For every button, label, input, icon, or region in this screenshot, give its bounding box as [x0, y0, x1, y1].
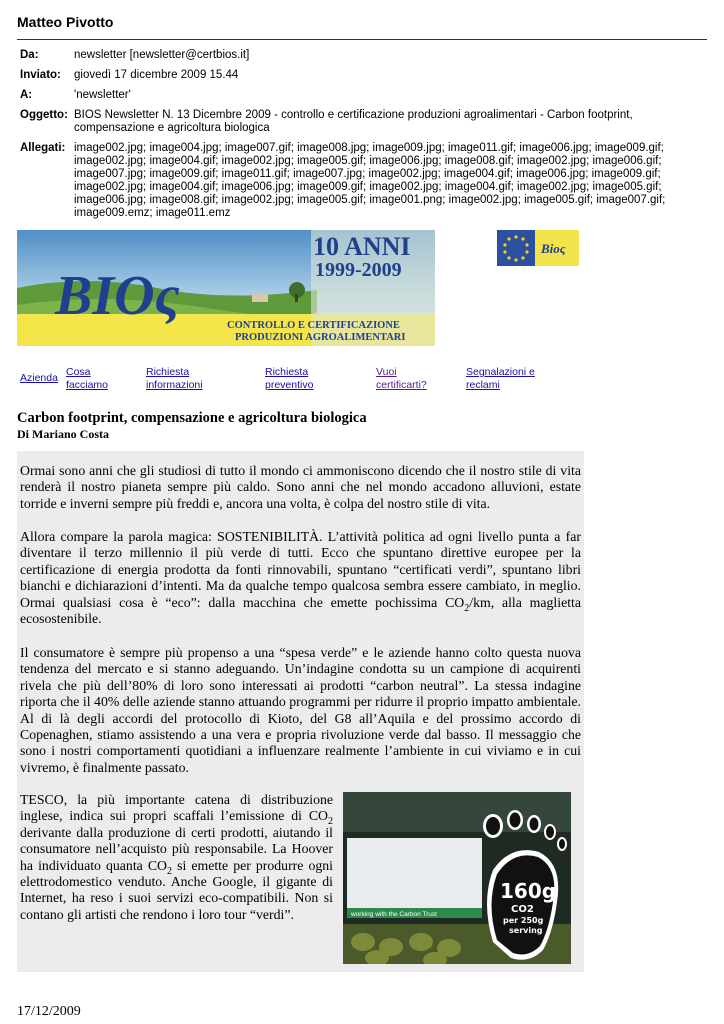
banner-graphic: [17, 230, 435, 346]
carbon-label-photo: [343, 792, 571, 964]
nav-cosa-line2: facciamo: [66, 379, 109, 391]
footprint-photo-graphic: [343, 792, 571, 964]
to-label: A:: [20, 89, 33, 101]
banner-years-range: 1999-2009: [315, 259, 402, 281]
article-title: Carbon footprint, compensazione e agricoltura biologica: [17, 410, 367, 426]
article-paragraph-1: Ormai sono anni che gli studiosi di tutto il mondo ci ammoniscono dicendo che il nostro stile di vita renderà il nostro pianeta sempre più caldo. Sono anni che nel mondo accadono alluvioni, estate torride e inverni sempre più freddi e, ancora una volta, è colpa del nostro stile di vita.: [20, 463, 581, 511]
to-value: 'newsletter': [74, 89, 131, 101]
p2-subscript: 2: [464, 602, 470, 614]
p2-text-a: Allora compare la parola magica: SOSTENIBILITÀ. L’attività politica ad ogni livello punta a far diventare il terzo millennio il più verde di tutti. Ecco che spuntano direttive europee per la certificazione di energia prodotta da fonti rinnovabili, spuntano “certificati verdi”, spuntano libri bianchi e dichiarazioni d’intenti. Ma da qualche tempo qualcosa sembra essere cambiato, in meglio. Ormai qualsiasi cosa è “eco”: dalla macchina che emette pochissima CO: [20, 529, 581, 610]
from-label: Da:: [20, 49, 39, 61]
nav-segnalazioni-line1: Segnalazioni e: [466, 366, 535, 378]
footprint-per-line2: serving: [509, 926, 543, 935]
attachments-value[interactable]: image002.jpg; image004.jpg; image007.gif; image008.jpg; image009.jpg; image011.gif; image006.jpg; image009.gif; image002.jpg; image004.gif; image002.jpg; image005.gif; image006.jpg; image008.gif; image002.jpg; image006.gif; image007.jpg; image009.gif; image011.gif; image007.jpg; image002.jpg; image004.gif; image006.jpg; image009.gif; image002.jpg; image004.gif; image006.jpg; image009.gif; image002.jpg; image004.gif; image002.jpg; image005.gif; image006.jpg; image008.gif; image002.jpg; image005.gif; image001.png; image002.jpg; image005.gif; image007.gif; image009.emz; image011.emz: [74, 142, 666, 219]
from-row: [20, 49, 704, 69]
nav-vuoi-certificarti[interactable]: [376, 366, 427, 392]
attachments-label: Allegati:: [20, 142, 66, 154]
to-row: [20, 89, 704, 109]
article-paragraph-2: [20, 529, 581, 627]
banner-brand: BIOς: [55, 265, 180, 327]
sender-name: Matteo Pivotto: [17, 14, 114, 30]
article-paragraph-4: [20, 792, 333, 923]
tree-trunk: [295, 294, 298, 302]
carbon-trust-text: working with the Carbon Trust: [351, 911, 437, 918]
nav-segnalazioni-reclami[interactable]: [466, 366, 535, 392]
eu-bios-logo: [497, 230, 579, 266]
nav-richiesta-preventivo[interactable]: [265, 366, 313, 392]
nav-richiesta-info-line2: informazioni: [146, 379, 203, 391]
p4-text-c: si emette per produrre ogni elettrodomestico venduto. Anche Google, il gigante di Internet, ha reso i suoi servizi eco-compatibili. Non si contano gli artisti che rendono i loro tour “verdi”.: [20, 857, 333, 922]
p4-text-b: derivante dalla produzione di certi prodotti, aiutando il consumatore nell’acquisto più responsabile. La Hoover ha individuato quanta CO: [20, 824, 333, 873]
sent-row: [20, 69, 704, 89]
nav-richiesta-informazioni[interactable]: [146, 366, 203, 392]
nav-richiesta-prev-line1: Richiesta: [265, 366, 309, 378]
footprint-unit: CO2: [511, 904, 534, 915]
nav-richiesta-prev-line2: preventivo: [265, 379, 314, 391]
farmhouse-shape: [252, 294, 268, 302]
from-value: newsletter [newsletter@certbios.it]: [74, 49, 250, 61]
nav-segnalazioni-line2: reclami: [466, 379, 500, 391]
small-logo-text: Bioς: [541, 241, 566, 256]
banner-tagline-2: PRODUZIONI AGROALIMENTARI: [235, 332, 406, 343]
p4-subscript-2: 2: [167, 865, 173, 877]
nav-cosa-line1: Cosa: [66, 366, 91, 378]
eu-flag-icon: [497, 230, 579, 266]
email-header: [20, 49, 704, 220]
nav-cosa-facciamo[interactable]: [66, 366, 108, 392]
subject-row: [20, 109, 704, 142]
attachments-row: [20, 142, 704, 220]
nav-vuoi-line1: Vuoi: [376, 366, 397, 378]
header-divider: [17, 39, 707, 40]
article-author: Di Mariano Costa: [17, 427, 109, 441]
nav-richiesta-info-line1: Richiesta: [146, 366, 190, 378]
p2-text-b: /km, alla maglietta ecosostenibile.: [20, 594, 581, 627]
nav-azienda-label: Azienda: [20, 372, 58, 384]
subject-value: BIOS Newsletter N. 13 Dicembre 2009 - controllo e certificazione produzioni agroalimentari - Carbon footprint, compensazione e agricoltura biologica: [74, 109, 633, 134]
footprint-value: 160g: [500, 879, 557, 903]
footer-date: 17/12/2009: [17, 1004, 81, 1019]
banner-tagline-1: CONTROLLO E CERTIFICAZIONE: [227, 320, 400, 331]
p4-text-a: TESCO, la più importante catena di distribuzione inglese, indica sui propri scaffali l’emissione di CO: [20, 792, 333, 824]
banner-years-big: 10 ANNI: [313, 232, 411, 261]
subject-label: Oggetto:: [20, 109, 68, 121]
nav-vuoi-line2: certificarti?: [376, 379, 427, 391]
bios-banner: [17, 230, 435, 346]
sent-label: Inviato:: [20, 69, 61, 81]
p4-subscript-1: 2: [328, 816, 333, 828]
footprint-per-line1: per 250g: [503, 916, 544, 925]
sent-value: giovedì 17 dicembre 2009 15.44: [74, 69, 239, 81]
nav-azienda[interactable]: [20, 372, 58, 385]
shelf-label: [347, 838, 482, 908]
article-paragraph-3: Il consumatore è sempre più propenso a una “spesa verde” e le aziende hanno colto questa nuova tendenza del mercato e si stanno adeguando. Un’indagine condotta su un campione di acquirenti rivela che più dell’80% di loro sono interessati ai prodotti “carbon neutral”. La stessa indagine riporta che il 40% delle aziende stanno attuando programmi per ridurre il proprio impatto ambientale. Al di là degli accordi del protocollo di Kioto, del G8 all’Aquila e del prossimo accordo di Copenaghen, stiamo assistendo a una vera e propria rivoluzione verde dal basso. Il messaggio che sono i nostri comportamenti quotidiani a influenzare realmente l’ambiente in cui viviamo e in cui vivremo, è finalmente passato.: [20, 645, 581, 775]
